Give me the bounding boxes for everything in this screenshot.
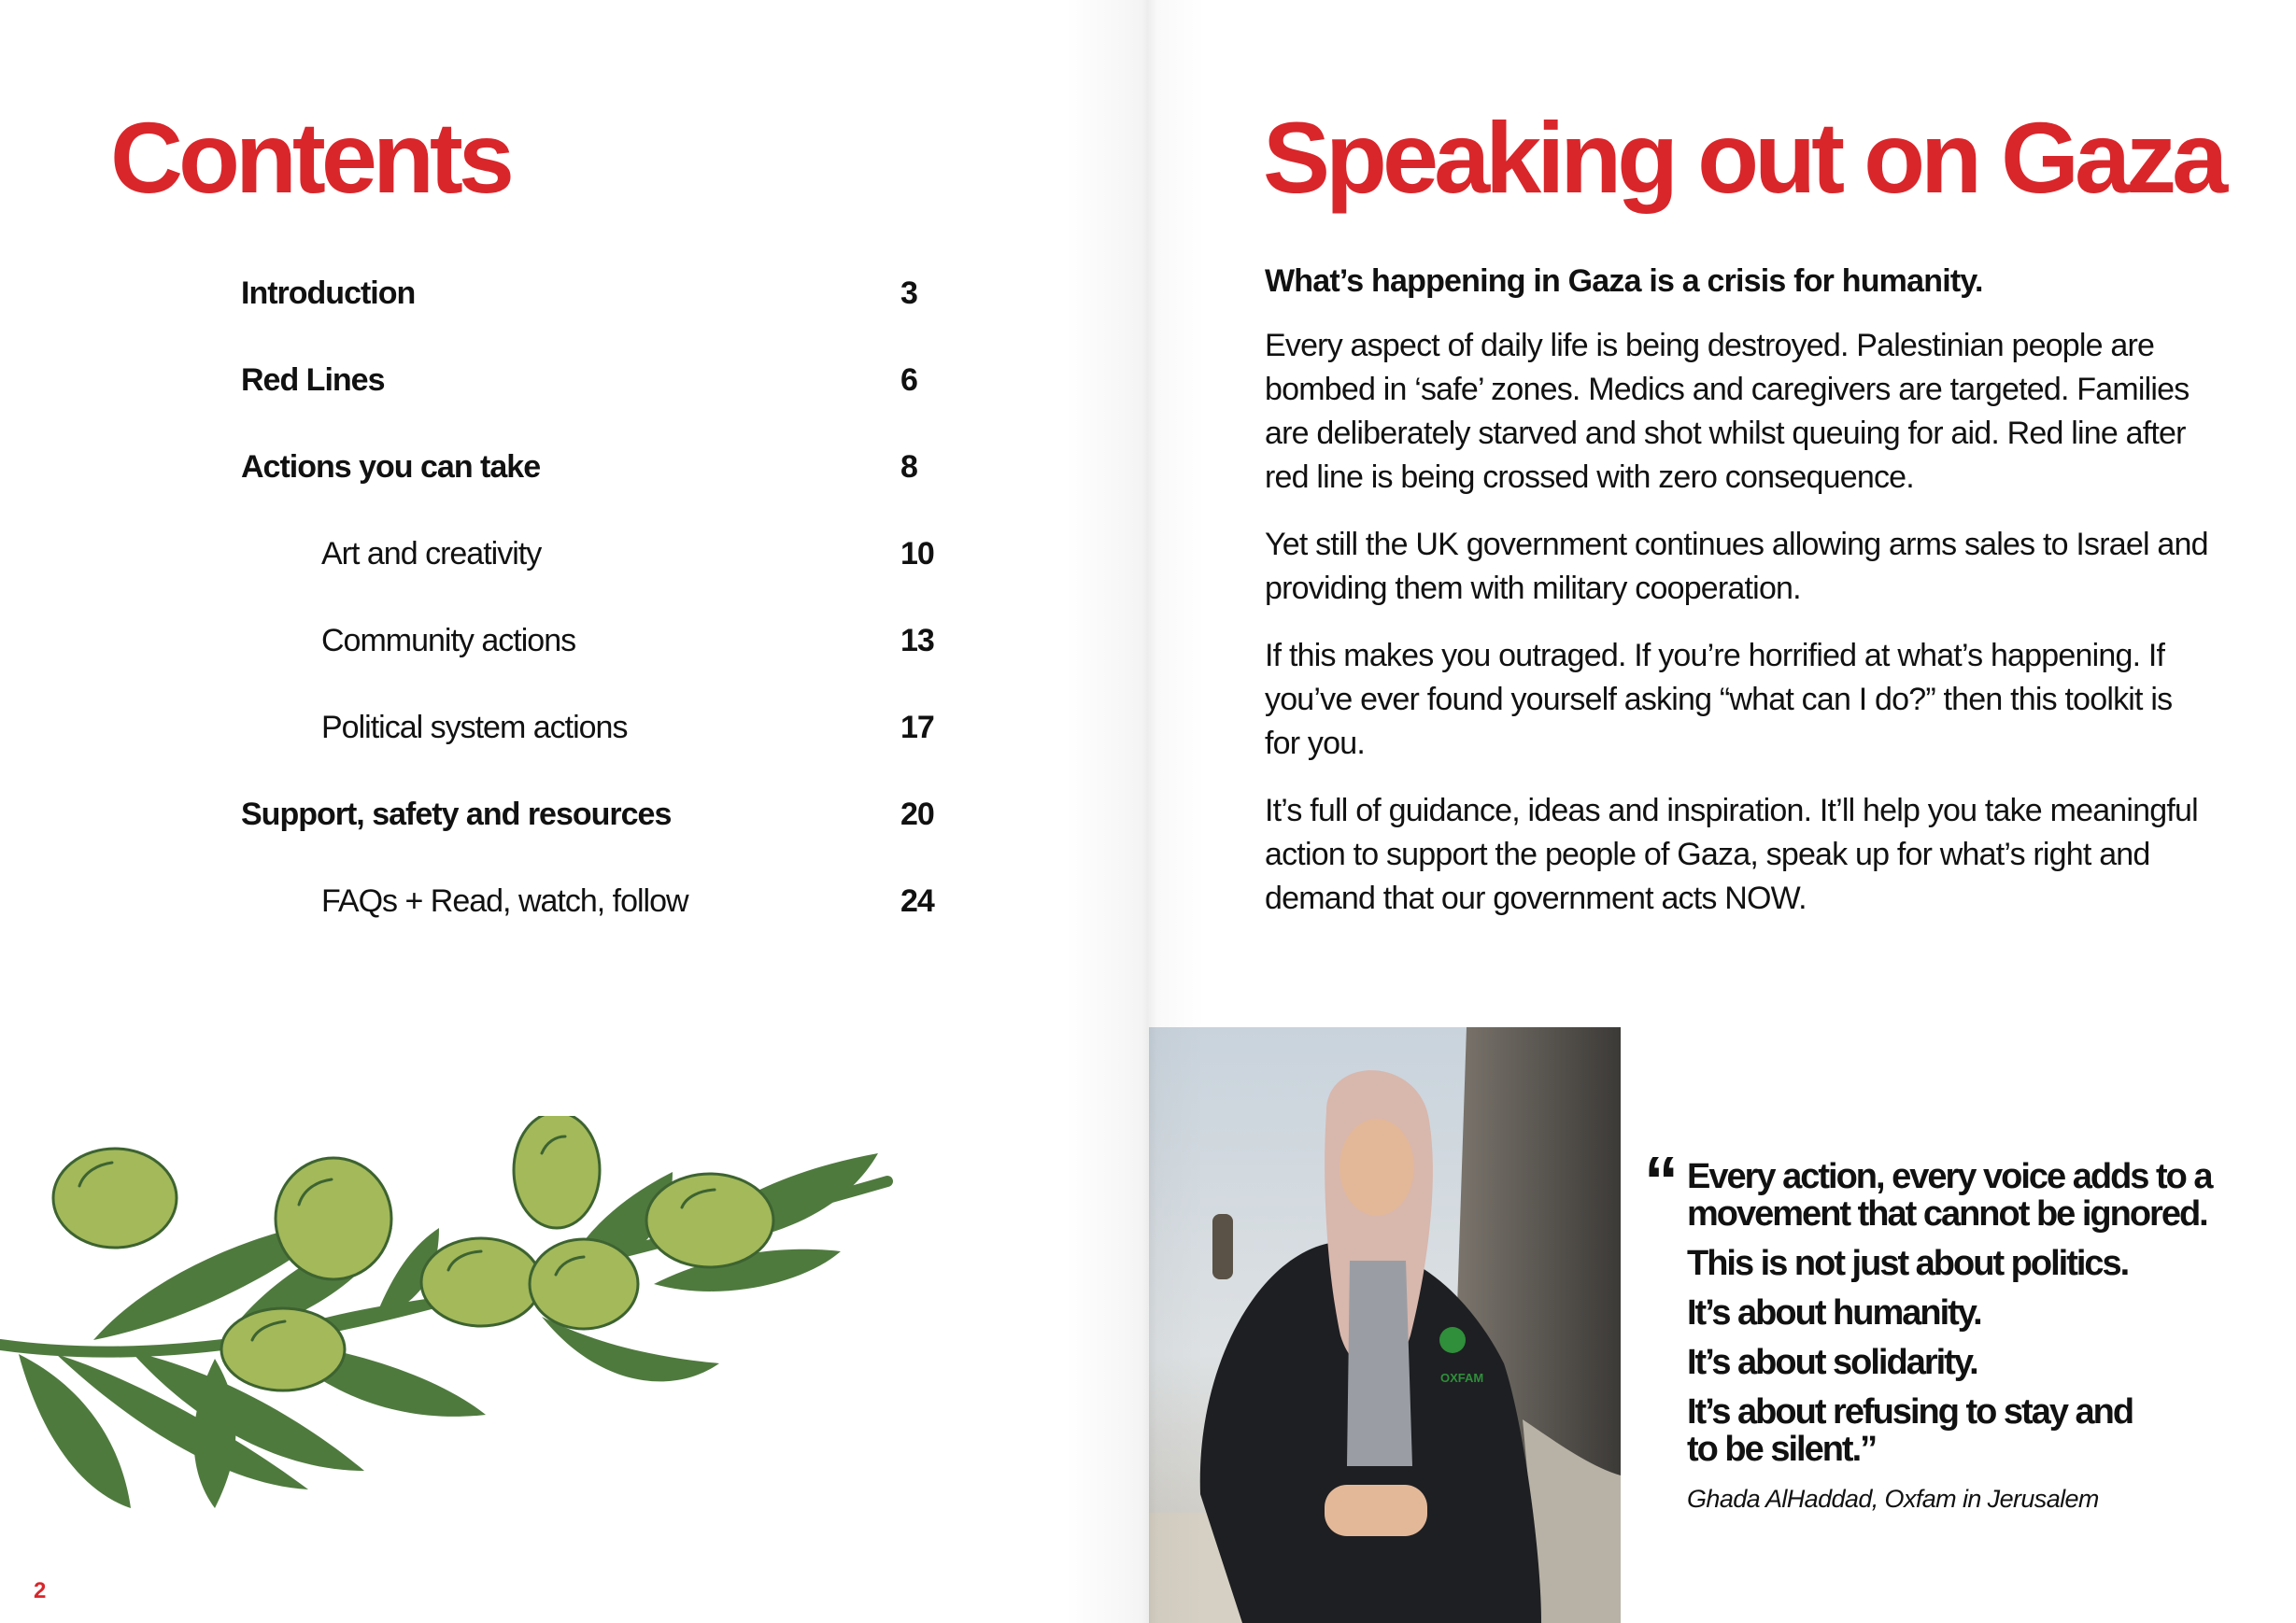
gaza-title: Speaking out on Gaza — [1263, 101, 2224, 214]
toc-item-red-lines[interactable] — [241, 360, 951, 446]
quote-line: It’s about solidarity. — [1687, 1343, 1977, 1382]
toc-item-introduction[interactable] — [241, 273, 951, 360]
toc-item-political[interactable] — [241, 707, 951, 794]
contents-title: Contents — [110, 101, 510, 214]
toc-item-title: FAQs + Read, watch, follow — [321, 883, 688, 919]
toc-item-page: 24 — [900, 883, 934, 919]
toc-item-support[interactable] — [241, 794, 951, 881]
page-number: 2 — [34, 1578, 47, 1603]
intro-paragraph: Every aspect of daily life is being destroyed. Palestinian people are bombed in ‘safe’ zones. Medics and caregivers are targeted. Families are deliberately starved and shot whilst queuing for aid. Red line after red line is being crossed with zero consequence. — [1265, 328, 2190, 495]
toc-item-page: 8 — [900, 449, 917, 485]
intro-text — [1265, 260, 2208, 944]
olive-branch-illustration — [0, 1116, 897, 1545]
quote-line: to be silent.” — [1687, 1430, 1877, 1469]
quote-line: It’s about refusing to stay and — [1687, 1392, 2133, 1432]
quote-mark-icon: “ — [1644, 1142, 1679, 1220]
pull-quote — [1644, 1142, 2279, 1514]
toc-item-title: Art and creativity — [321, 536, 542, 572]
toc-item-art[interactable] — [241, 533, 951, 620]
toc-item-faqs[interactable] — [241, 881, 951, 967]
intro-paragraph: If this makes you outraged. If you’re horrified at what’s happening. If you’ve ever found yourself asking “what can I do?” then this toolkit is for you. — [1265, 638, 2173, 761]
toc-item-page: 13 — [900, 623, 934, 658]
intro-lead: What’s happening in Gaza is a crisis for humanity. — [1265, 263, 1983, 299]
toc-item-page: 20 — [900, 797, 934, 832]
quote-line: It’s about humanity. — [1687, 1293, 1981, 1333]
toc-item-page: 17 — [900, 710, 934, 745]
oxfam-logo-text: OXFAM — [1440, 1371, 1484, 1385]
toc-item-page: 10 — [900, 536, 934, 572]
toc-item-title: Introduction — [241, 275, 416, 311]
portrait-photo — [1149, 1027, 1621, 1623]
intro-paragraph: Yet still the UK government continues allowing arms sales to Israel and providing them with military cooperation. — [1265, 527, 2208, 606]
toc-item-page: 6 — [900, 362, 917, 398]
toc-item-page: 3 — [900, 275, 917, 311]
quote-line: Every action, every voice adds to a — [1687, 1157, 2212, 1196]
quote-attribution: Ghada AlHaddad, Oxfam in Jerusalem — [1687, 1485, 2099, 1513]
toc-item-actions[interactable] — [241, 446, 951, 533]
toc-item-title: Political system actions — [321, 710, 628, 745]
toc-item-title: Actions you can take — [241, 449, 541, 485]
quote-line: movement that cannot be ignored. — [1687, 1194, 2207, 1234]
quote-line: This is not just about politics. — [1687, 1244, 2129, 1283]
toc-item-title: Support, safety and resources — [241, 797, 672, 832]
toc-item-community[interactable] — [241, 620, 951, 707]
intro-paragraph: It’s full of guidance, ideas and inspiration. It’ll help you take meaningful action to support the people of Gaza, speak up for what’s right and demand that our government acts NOW. — [1265, 793, 2198, 916]
toc-item-title: Red Lines — [241, 362, 385, 398]
toc-item-title: Community actions — [321, 623, 576, 658]
table-of-contents — [241, 273, 951, 967]
